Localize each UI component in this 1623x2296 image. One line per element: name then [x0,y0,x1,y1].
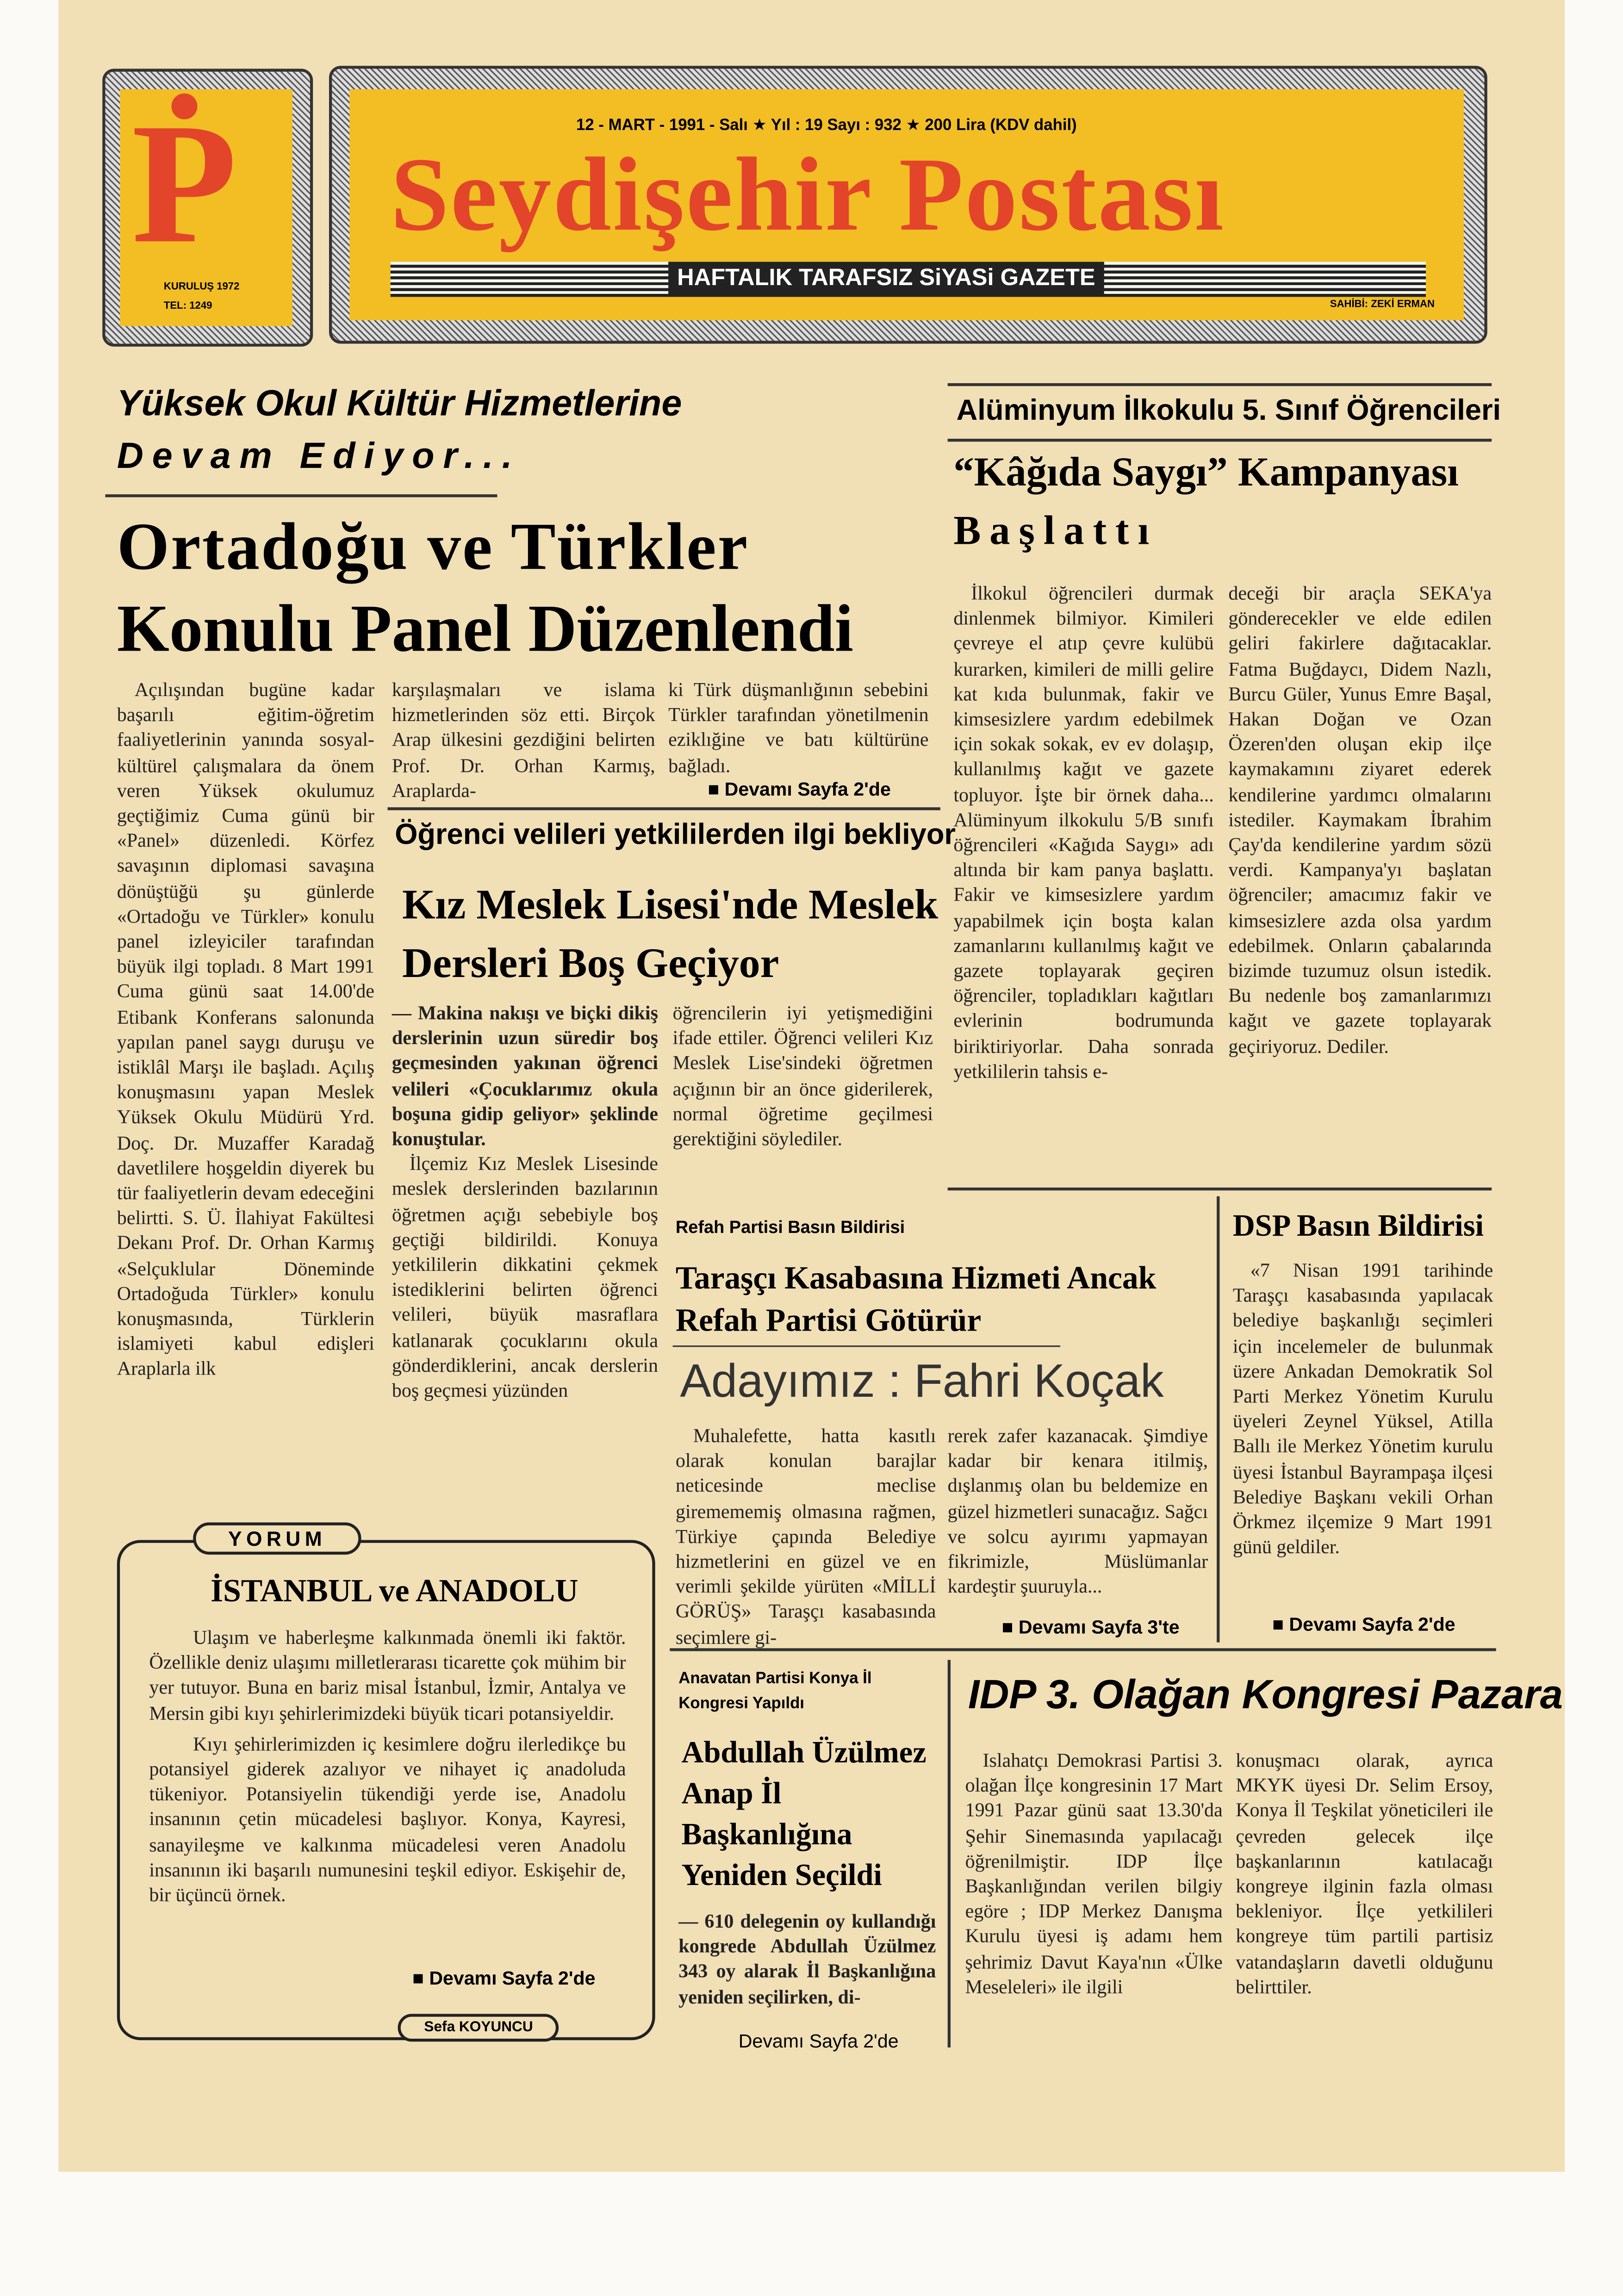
anap-lead: — 610 delegenin oy kullandığı kongrede Abdullah Üzülmez 343 oy alarak İl Başkanlığına yeniden seçilirken, di- [678,1910,936,2008]
anap-continued-link[interactable]: Devamı Sayfa 2'de [738,2030,899,2052]
panel-kicker-2: Devam Ediyor... [117,436,521,477]
refah-candidate: Adayımız : Fahri Koçak [680,1354,1164,1407]
panel-headline-2: Konulu Panel Düzenlendi [117,591,854,666]
yorum-paragraph-1: Ulaşım ve haberleşme kalkınmada önemli iki faktör. Özellikle deniz ulaşımı milletlerarası ticarette çok mühim bir yer tutuyor. Buna en bariz misal İstanbul, İzmir, Antalya ve Mersin gibi kıyı şehirlerimizdeki büyük ticari potansiyeldir. [149,1626,626,1724]
panel-continued-link[interactable]: ■ Devamı Sayfa 2'de [708,778,891,800]
refah-kicker: Refah Partisi Basın Bildirisi [675,1217,905,1238]
anap-kicker: Anavatan Partisi Konya İl Kongresi Yapıldı [678,1670,872,1713]
panel-column-3: ki Türk düşmanlığının sebebini Türkler tarafından yönetilmenin eziklığine ve batı kültürüne bağladı. [668,678,929,776]
alu-headline-1: “Kâğıda Saygı” Kampanyası [953,450,1459,496]
alu-kicker: Alüminyum İlkokulu 5. Sınıf Öğrencileri [956,395,1501,427]
panel-column-1: Açılışından bugüne kadar başarılı eğitim-öğretim faaliyetlerinin yanında sosyal-kültürel çalışmalara da önem veren Yüksek okulumuz geçtiğimiz Cuma günü bir «Panel» düzenledi. Körfez savaşının diplomasi savaşına dönüştüğü şu günlerde «Ortadoğu ve Türkler» konulu panel izleyiciler tarafından büyük ilgi topladı. 8 Mart 1991 Cuma günü saat 14.00'de Etibank Konferans salonunda yapılan panel saygı duruşu ve istiklâl Marşı ile başladı. Açılış konuşmasını yapan Meslek Yüksek Okulu Müdürü Yrd. Doç. Dr. Muzaffer Karadağ davetlilere hoşgeldin diyerek bu tür faaliyetlerin devam edeceğini belirtti. S. Ü. İlahiyat Fakültesi Dekanı Prof. Dr. Orhan Karmış «Selçuklular Döneminde Ortadoğuda Türkler» konulu konuşmasında, Türklerin islamiyeti kabul edişleri Araplarla ilk [117,678,374,1380]
dsp-headline: DSP Basın Bildirisi [1232,1208,1484,1243]
anap-headline: Abdullah Üzülmez Anap İl Başkanlığına Yeniden Seçildi [681,1734,927,1893]
refah-column-1: Muhalefette, hatta kasıtlı olarak konulan barajlar neticesinde meclise giremememiş olmasına rağmen, Türkiye çapında Belediye hizmetlerini en güzel ve en verimli şekilde yürüten «MİLLİ GÖRÜŞ» Taraşçı kasabasında seçimlere gi- [675,1424,936,1648]
subtitle-bar [391,262,1426,297]
yorum-box [117,1527,655,2040]
kml-headline-2: Dersleri Boş Geçiyor [402,940,779,987]
subtitle: HAFTALIK TARAFSIZ SiYASi GAZETE [668,262,1104,297]
dsp-continued-link[interactable]: ■ Devamı Sayfa 2'de [1272,1613,1455,1635]
kml-column-2 [392,1000,658,1403]
idp-column-2: konuşmacı olarak, ayrıca MKYK üyesi Dr. Selim Ersoy, Konya İl Teşkilat yöneticileri ile çevreden gelecek ilçe başkanlarının katılacağı kongreye ilginin fazla olması bekleniyor. İlçe yetkilileri kongreye tüm partili partisiz vatandaşların davetli olduğunu belirttiler. [1236,1749,1493,1998]
kml-headline-1: Kız Meslek Lisesi'nde Meslek [402,882,939,929]
alu-column-2: deceği bir araçla SEKA'ya gönderecekler ve elde edilen geliri fakirlere dağıtacaklar. Fatma Buğdaycı, Didem Nazlı, Burcu Güler, Yunus Emre Başal, Hakan Doğan ve Ozan Özeren'den oluşan ekip ilçe kaymakamını ziyaret ederek kendilerine yardımcı olmalarını istediler. Kaymakam İbrahim Çay'da kendilerine yardım sözü verdi. Kampanya'yı başlatan öğrenciler; amacımız fakir ve kimsesizlere azda olsa yardım edebilmek. Onların çabalarında bizimde tuzumuz olsun istedik. Bu nedenle boş zamanlarımızı kağıt ve gazete toplayarak geçiriyoruz. Dediler. [1228,582,1492,1057]
alu-column-1: İlkokul öğrencileri durmak dinlenmek bilmiyor. Kimileri çevreye el atıp çevre kulübü kurarken, kimileri de milli gelire kat kıda bulunmak, fakir ve kimsesizlere yardım edebilmek için sokak sokak, ev ev dolaşıp, kullanılmış kağıt ve gazete topluyor. İşte bir örnek daha... Alüminyum ilkokulu 5/B sınıfı öğrencileri «Kağıda Saygı» adı altında bir kam panya başlattı. Fakir ve kimsesizlere yardım yapabilmek için boşta kalan zamanlarını kullanılmış kağıt ve gazete toplayarak geçiren öğrenciler, topladıkları kağıtları evlerinin bodrumunda biriktiriyorlar. Daha sonrada yetkililerin tahsis e- [953,582,1214,1082]
yorum-label: YORUM [193,1523,361,1555]
kml-lead: — Makina nakışı ve biçki dikiş derslerinin uzun süredir boş geçmesinden yakınan öğrenci velileri «Çocuklarımız okula boşuna gidip geliyor» şeklinde konuştular. [392,1002,658,1150]
refah-column-2: rerek zafer kazanacak. Şimdiye kadar bir kenara itilmiş, dışlanmış olan bu beldemize en güzel hizmetleri sunacağız. Sağcı ve solcu ayırımı yapmayan fikrimizle, Müslümanlar kardeştir şuuruyla... [947,1424,1208,1598]
yorum-headline: İSTANBUL ve ANADOLU [211,1572,578,1609]
panel-headline-1: Ortadoğu ve Türkler [117,509,749,584]
kml-body-2: İlçemiz Kız Meslek Lisesinde meslek derslerinden bazılarının öğretmen açığı sebebiyle boş geçtiği bildirildi. Konuya yetkililerin dikkatini çekmek istediklerini belirten öğrenci velileri, büyük masraflara katlanarak çocuklarını okula gönderdiklerini, ancak derslerin boş geçmesi yüzünden [392,1152,658,1401]
refah-headline-1: Taraşçı Kasabasına Hizmeti Ancak [675,1259,1157,1296]
dateline: 12 - MART - 1991 - Salı ★ Yıl : 19 Sayı : 932 ★ 200 Lira (KDV dahil) [576,117,1077,135]
logo-mark: Ṗ [131,87,237,280]
phone-text: TEL: 1249 [163,301,212,312]
panel-kicker-1: Yüksek Okul Kültür Hizmetlerine [117,383,682,424]
newspaper-title: Seydişehir Postası [390,136,1225,253]
kml-column-3: öğrencilerin iyi yetişmediğini ifade ettiler. Öğrenci velileri Kız Meslek Lise'sindeki öğretmen açığının bir an önce giderilerek, normal öğretime geçilmesi gerektiğini söylediler. [672,1002,933,1150]
dsp-body: «7 Nisan 1991 tarihinde Taraşçı kasabasında yapılacak belediye başkanlığı seçimleri için incelemeler de bulunmak üzere Ankadan Demokratik Sol Parti Merkez Yönetim Kurulu üyeleri Zeynel Yüksel, Atilla Ballı ile Merkez Yönetim kurulu üyesi İstanbul Bayrampaşa ilçesi Belediye Başkanı vekili Orhan Örkmez ilçemize 9 Mart 1991 günü geldiler. [1232,1259,1493,1558]
founded-text: KURULUŞ 1972 [163,282,240,292]
kml-kicker: Öğrenci velileri yetkililerden ilgi bekliyor [395,819,956,852]
logo-box [102,69,313,347]
owner-text: SAHİBİ: ZEKİ ERMAN [1330,299,1435,310]
idp-column-1: Islahatçı Demokrasi Partisi 3. olağan İlçe kongresinin 17 Mart 1991 Pazar günü saat 13.30'da Şehir Sinemasında yapılacağı öğrenilmiştir. IDP İlçe Başkanlığından verilen bilgiy egöre ; IDP Merkez Danışma Kurulu üyesi iş adamı hem şehrimiz Davut Kaya'nın «Ülke Meseleleri» ile ilgili [965,1749,1223,1998]
yorum-author: Sefa KOYUNCU [398,2014,560,2041]
masthead-box [329,66,1487,343]
refah-headline-2: Refah Partisi Götürür [675,1301,982,1338]
alu-headline-2: Başlattı [953,509,1158,554]
idp-headline: IDP 3. Olağan Kongresi Pazara [968,1671,1563,1717]
refah-continued-link[interactable]: ■ Devamı Sayfa 3'te [1001,1616,1180,1638]
yorum-continued-link[interactable]: ■ Devamı Sayfa 2'de [412,1967,596,1989]
panel-column-2: karşılaşmaları ve islama hizmetlerinden söz etti. Birçok Arap ülkesini gezdiğini belirten Prof. Dr. Orhan Karmış, Araplarda- [392,678,655,802]
yorum-paragraph-2: Kıyı şehirlerimizden iç kesimlere doğru ilerledikçe bu potansiyel giderek azalıyor ve nihayet iç anadoluda tükeniyor. Potansiyelin tükendiği yerde ise, Anadolu insanının çetin mücadelesi başlıyor. Konya, Kayresi, sanayileşme ve kalkınma mücadelesi veren Anadolu insanının iki başarılı numunesini teşkil ediyor. Eskişehir de, bir üçüncü örnek. [149,1733,626,1906]
